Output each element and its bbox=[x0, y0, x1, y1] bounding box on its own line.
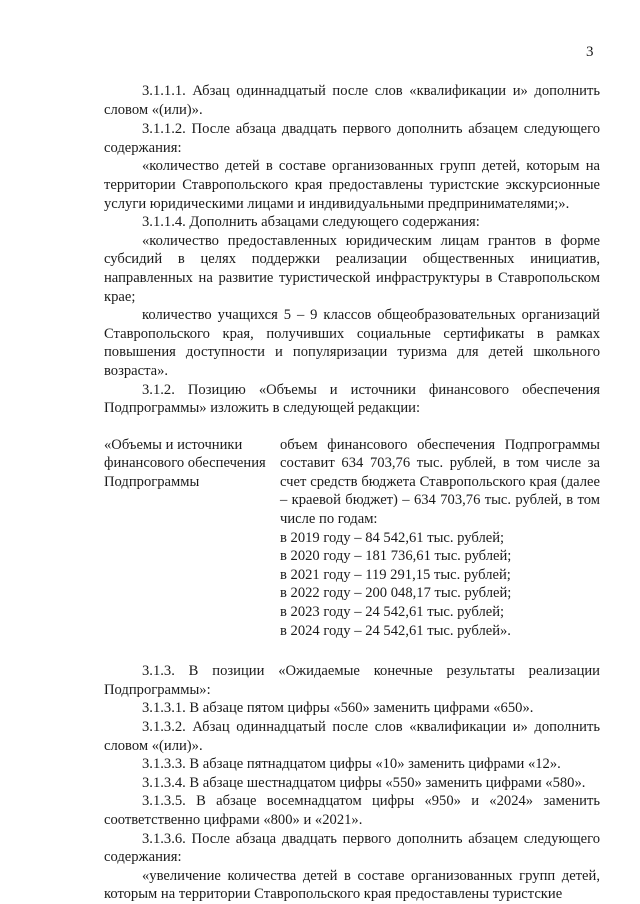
paragraph: 3.1.1.1. Абзац одиннадцатый после слов «квалификации и» дополнить словом «(или)». bbox=[104, 83, 600, 118]
financing-table bbox=[104, 436, 600, 641]
paragraph: 3.1.1.4. Дополнить абзацами следующего содержания: bbox=[142, 214, 480, 231]
paragraph: 3.1.3.1. В абзаце пятом цифры «560» заменить цифрами «650». bbox=[142, 700, 534, 717]
table-left-cell: «Объемы и источники финансового обеспечения Подпрограммы bbox=[104, 436, 266, 490]
paragraph: 3.1.3.2. Абзац одиннадцатый после слов «квалификации и» дополнить словом «(или)». bbox=[104, 719, 600, 754]
year-line: в 2024 году – 24 542,61 тыс. рублей». bbox=[280, 622, 511, 639]
paragraph: 3.1.2. Позицию «Объемы и источники финансового обеспечения Подпрограммы» изложить в следующей редакции: bbox=[104, 381, 600, 417]
section-after-table bbox=[104, 662, 600, 904]
year-line: в 2020 году – 181 736,61 тыс. рублей; bbox=[280, 548, 512, 565]
paragraph: количество учащихся 5 – 9 классов общеобразовательных организаций Ставропольского края, получивших социальные сертификаты в рамках повышения доступности и популяризации туризма для детей школьного возраста». bbox=[104, 307, 600, 379]
financing-intro: объем финансового обеспечения Подпрограммы составит 634 703,76 тыс. рублей, в том числе за счет средств бюджета Ставропольского края (далее – краевой бюджет) – 634 703,76 тыс. рублей, в том числе по годам: bbox=[280, 436, 600, 528]
document-body bbox=[104, 82, 600, 904]
quoted-paragraph: «количество детей в составе организованных групп детей, которым на территории Ставропольского края предоставлены туристские экскурсионные услуги юридическими лицами и индивидуальными предпринимателями;». bbox=[104, 158, 600, 212]
quoted-paragraph: «количество предоставленных юридическим лицам грантов в форме субсидий в целях поддержки реализации общественных инициатив, направленных на развитие туристической инфраструктуры в Ставропольском крае; bbox=[104, 232, 600, 305]
year-line: в 2023 году – 24 542,61 тыс. рублей; bbox=[280, 604, 505, 621]
paragraph: 3.1.3.4. В абзаце шестнадцатом цифры «550» заменить цифрами «580». bbox=[142, 774, 586, 791]
table-right-cell bbox=[280, 436, 600, 641]
quoted-paragraph: «увеличение количества детей в составе организованных групп детей, которым на территории Ставропольского края предоставлены туристские bbox=[104, 867, 600, 903]
paragraph: 3.1.3. В позиции «Ожидаемые конечные результаты реализации Подпрограммы»: bbox=[104, 663, 600, 698]
year-line: в 2022 году – 200 048,17 тыс. рублей; bbox=[280, 585, 512, 602]
year-line: в 2019 году – 84 542,61 тыс. рублей; bbox=[280, 529, 505, 546]
year-line: в 2021 году – 119 291,15 тыс. рублей; bbox=[280, 566, 511, 583]
page-number: 3 bbox=[586, 44, 594, 60]
paragraph: 3.1.3.5. В абзаце восемнадцатом цифры «950» и «2024» заменить соответственно цифрами «800» и «2021». bbox=[104, 793, 600, 828]
paragraph: 3.1.1.2. После абзаца двадцать первого дополнить абзацем следующего содержания: bbox=[104, 121, 600, 156]
paragraph: 3.1.3.3. В абзаце пятнадцатом цифры «10» заменить цифрами «12». bbox=[142, 756, 561, 773]
paragraph: 3.1.3.6. После абзаца двадцать первого дополнить абзацем следующего содержания: bbox=[104, 830, 600, 866]
